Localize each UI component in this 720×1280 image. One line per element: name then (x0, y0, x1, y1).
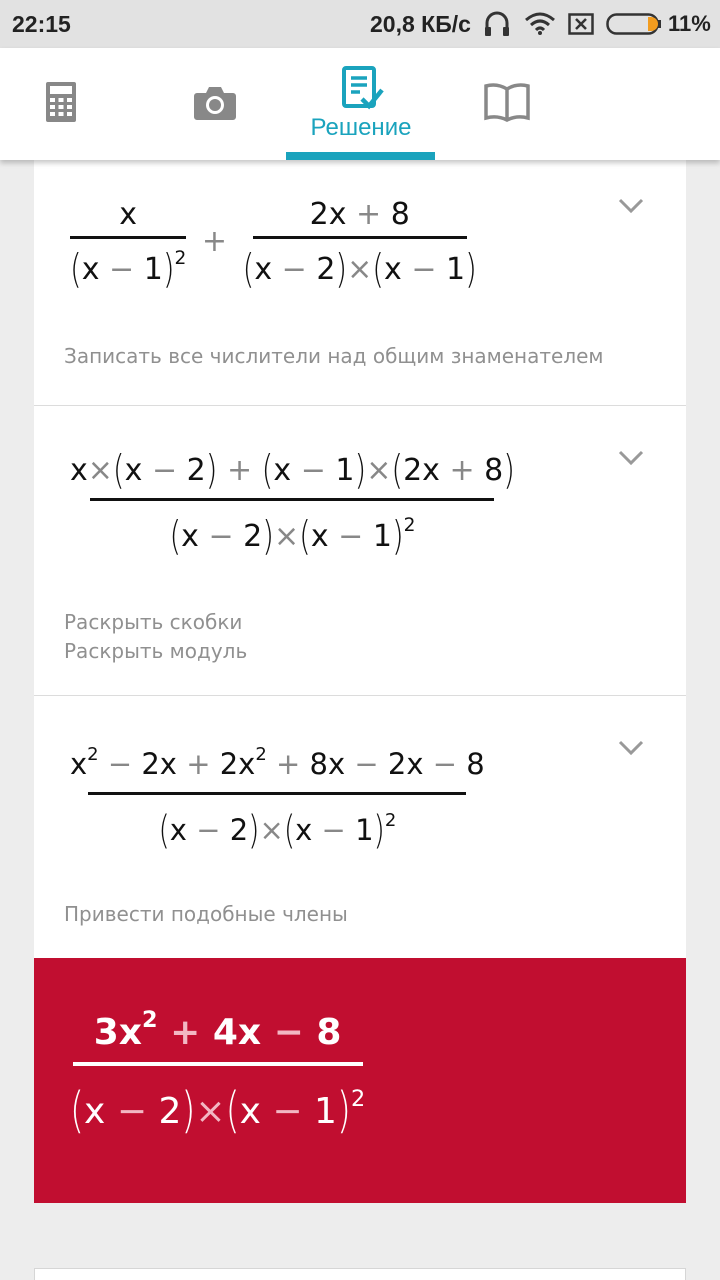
step-2-expression (70, 442, 515, 563)
calculator-icon (46, 82, 76, 126)
battery-icon (606, 13, 662, 40)
step-3-description: Привести подобные члены (64, 902, 348, 926)
headphones-icon (484, 10, 510, 43)
tab-bar (0, 48, 720, 160)
denominator: ( x − 2 ) × ( x − 1 ) $^2$ (158, 807, 397, 853)
sim-x-icon (568, 13, 594, 40)
expand-chevron-icon[interactable] (618, 198, 644, 218)
network-speed: 20,8 КБ/с (370, 11, 471, 37)
expand-chevron-icon[interactable] (618, 740, 644, 760)
fraction (70, 1002, 365, 1146)
numerator: 3x $^2$ + 4x − 8 (93, 1006, 342, 1053)
numerator: x × ( x − 2 ) + ( x − 1 ) × ( 2x + 8 ) (70, 446, 515, 494)
denominator: ( x − 2 ) × ( x − 1 ) (242, 245, 477, 293)
step-3-expression (70, 736, 485, 857)
fraction (70, 736, 485, 857)
numerator: x (119, 196, 138, 232)
result-expression (70, 1002, 365, 1146)
fraction (70, 192, 186, 293)
tab-calculator[interactable] (0, 48, 122, 160)
solution-icon (342, 66, 384, 114)
camera-icon (194, 84, 236, 124)
next-card (34, 1268, 686, 1280)
denominator: ( x − 1 ) $^2$ (70, 245, 187, 293)
step-2-description: Раскрыть скобки Раскрыть модуль (64, 610, 248, 663)
step-1-expression: x ( x − 1 ) $^2$ + 2x + 8 ( x − 2 ) × ( x − 1 ) (70, 192, 477, 293)
solution-step-2[interactable] (34, 406, 686, 696)
fraction (70, 442, 515, 563)
denominator: ( x − 2 ) × ( x − 1 ) $^2$ (169, 512, 416, 560)
book-icon (484, 82, 530, 126)
numerator: x $^2$ − 2x + 2x $^2$ + 8x − 2x − 8 (70, 743, 485, 781)
status-time: 22:15 (12, 11, 71, 37)
denominator: ( x − 2 ) × ( x − 1 ) $^2$ (70, 1083, 366, 1139)
final-result (34, 958, 686, 1203)
solution-steps (34, 160, 686, 1203)
solution-step-3[interactable] (34, 696, 686, 958)
status-bar (0, 0, 720, 48)
solution-step-1[interactable] (34, 160, 686, 406)
tab-camera[interactable] (160, 48, 270, 160)
battery-percent: 11% (668, 11, 711, 36)
tab-solution[interactable] (286, 48, 436, 160)
numerator: 2x + 8 (309, 196, 410, 232)
tab-solution-label: Решение (310, 114, 412, 141)
expand-chevron-icon[interactable] (618, 450, 644, 470)
active-tab-indicator (286, 152, 435, 160)
step-1-description: Записать все числители над общим знаменателем (64, 344, 604, 368)
wifi-icon (524, 12, 556, 41)
tab-book[interactable] (470, 48, 550, 160)
fraction (243, 192, 477, 293)
